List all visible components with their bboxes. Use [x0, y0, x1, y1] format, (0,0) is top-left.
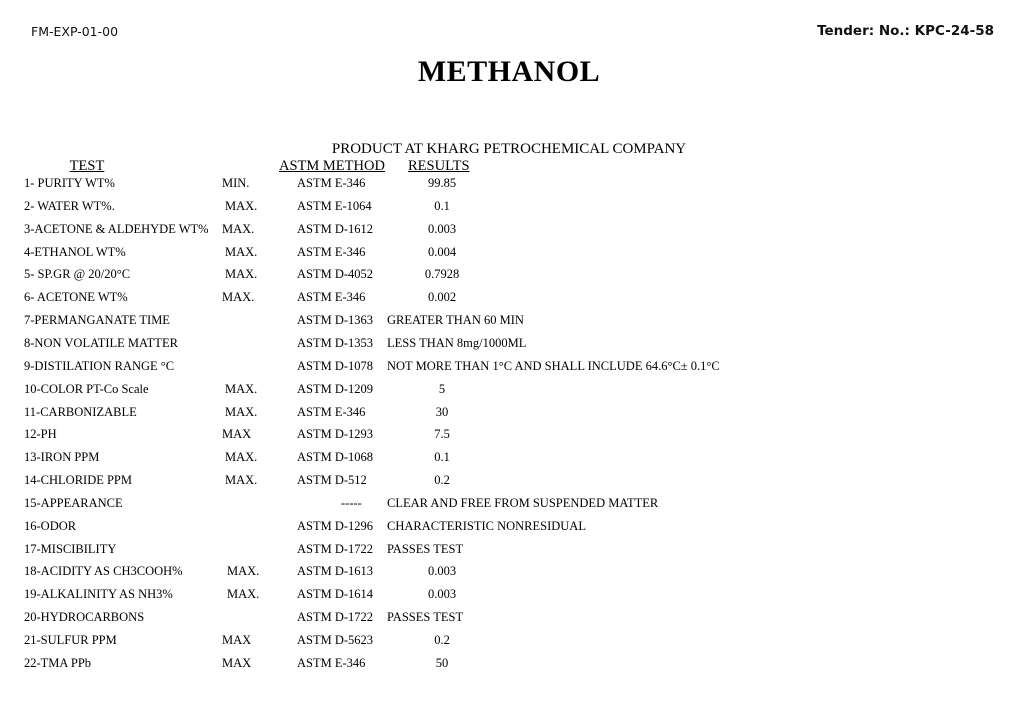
table-row — [0, 176, 1018, 194]
limit-type: MAX. — [225, 381, 258, 396]
page-title: METHANOL — [417, 55, 601, 88]
result-value: LESS THAN 8mg/1000ML — [387, 335, 527, 350]
test-name: 5- SP.GR @ 20/20°C — [24, 267, 131, 282]
astm-method: ASTM D-1363 — [297, 313, 374, 328]
limit-type: MAX. — [225, 267, 258, 282]
result-value: 30 — [435, 404, 449, 419]
table-row — [0, 656, 1018, 674]
result-value: CHARACTERISTIC NONRESIDUAL — [387, 518, 586, 533]
result-value: 0.2 — [434, 633, 450, 647]
test-name: 2- WATER WT%. — [24, 198, 115, 213]
astm-method: ASTM E-1064 — [297, 198, 372, 213]
astm-method: ASTM D-1613 — [297, 564, 374, 579]
test-name: 11-CARBONIZABLE — [24, 404, 137, 419]
result-value: PASSES TEST — [387, 541, 464, 556]
limit-type: MAX. — [225, 473, 258, 488]
test-name: 18-ACIDITY AS CH3COOH% — [24, 564, 183, 579]
astm-method: ASTM D-5623 — [297, 633, 374, 647]
result-value: 50 — [435, 655, 449, 670]
test-name: 9-DISTILATION RANGE °C — [24, 358, 175, 373]
tender-number: Tender: No.: KPC-24-58 — [817, 23, 994, 39]
limit-type: MAX. — [227, 587, 260, 602]
test-name: 20-HYDROCARBONS — [24, 610, 145, 625]
table-row — [0, 405, 1018, 423]
astm-method: ----- — [341, 495, 362, 510]
test-name: 21-SULFUR PPM — [24, 633, 117, 647]
table-row — [0, 542, 1018, 560]
result-value: 0.003 — [427, 221, 457, 236]
test-name: 12-PH — [24, 427, 57, 442]
limit-type: MAX. — [222, 221, 255, 236]
result-value: GREATER THAN 60 MIN — [387, 313, 524, 328]
result-value: 0.003 — [427, 587, 457, 602]
table-row — [0, 473, 1018, 491]
limit-type: MAX — [222, 427, 252, 442]
table-row — [0, 359, 1018, 377]
astm-method: ASTM D-1614 — [297, 587, 374, 602]
limit-type: MAX. — [225, 244, 258, 259]
test-name: 3-ACETONE & ALDEHYDE WT% — [24, 221, 209, 236]
result-value: 0.003 — [427, 564, 457, 579]
form-code: FM-EXP-01-00 — [31, 24, 119, 39]
test-name: 22-TMA PPb — [24, 655, 92, 670]
column-header-results: RESULTS — [408, 158, 470, 174]
table-row — [0, 450, 1018, 468]
result-value: 0.1 — [434, 198, 450, 213]
table-row — [0, 382, 1018, 400]
test-name: 17-MISCIBILITY — [24, 541, 117, 556]
astm-method: ASTM D-1209 — [297, 381, 374, 396]
result-value: CLEAR AND FREE FROM SUSPENDED MATTER — [387, 495, 659, 510]
table-row — [0, 290, 1018, 308]
limit-type: MAX. — [222, 290, 255, 305]
limit-type: MIN. — [222, 176, 250, 190]
table-row — [0, 587, 1018, 605]
page-subtitle: PRODUCT AT KHARG PETROCHEMICAL COMPANY — [331, 141, 687, 157]
limit-type: MAX — [222, 655, 252, 670]
table-row — [0, 222, 1018, 240]
table-row — [0, 633, 1018, 651]
table-row — [0, 564, 1018, 582]
astm-method: ASTM D-512 — [297, 473, 367, 488]
astm-method: ASTM D-1293 — [297, 427, 374, 442]
test-name: 4-ETHANOL WT% — [24, 244, 126, 259]
result-value: 0.004 — [427, 244, 457, 259]
result-value: PASSES TEST — [387, 610, 464, 625]
test-name: 16-ODOR — [24, 518, 77, 533]
column-header-test: TEST — [69, 158, 105, 174]
test-name: 6- ACETONE WT% — [24, 290, 128, 305]
result-value: 0.7928 — [424, 267, 460, 282]
limit-type: MAX. — [227, 564, 260, 579]
astm-method: ASTM E-346 — [297, 655, 366, 670]
limit-type: MAX. — [225, 198, 258, 213]
astm-method: ASTM E-346 — [297, 404, 366, 419]
astm-method: ASTM D-1078 — [297, 358, 374, 373]
astm-method: ASTM D-1296 — [297, 518, 374, 533]
result-value: 99.85 — [427, 176, 457, 190]
table-row — [0, 427, 1018, 445]
astm-method: ASTM D-1612 — [297, 221, 374, 236]
test-name: 8-NON VOLATILE MATTER — [24, 335, 178, 350]
table-row — [0, 610, 1018, 628]
test-name: 14-CHLORIDE PPM — [24, 473, 132, 488]
astm-method: ASTM D-1722 — [297, 610, 374, 625]
result-value: NOT MORE THAN 1°C AND SHALL INCLUDE 64.6°C± 0.1°C — [387, 358, 720, 373]
table-row — [0, 245, 1018, 263]
limit-type: MAX. — [225, 450, 258, 465]
table-row — [0, 496, 1018, 514]
result-value: 0.002 — [427, 290, 457, 305]
result-value: 7.5 — [434, 427, 450, 442]
table-row — [0, 199, 1018, 217]
table-row — [0, 519, 1018, 537]
astm-method: ASTM D-4052 — [297, 267, 374, 282]
table-row — [0, 336, 1018, 354]
table-row — [0, 267, 1018, 285]
test-name: 13-IRON PPM — [24, 450, 100, 465]
astm-method: ASTM E-346 — [297, 244, 366, 259]
limit-type: MAX — [222, 633, 252, 647]
astm-method: ASTM E-346 — [297, 176, 366, 190]
astm-method: ASTM E-346 — [297, 290, 366, 305]
column-header-astm-method: ASTM METHOD — [279, 158, 385, 174]
result-value: 0.2 — [434, 473, 450, 488]
limit-type: MAX. — [225, 404, 258, 419]
astm-method: ASTM D-1068 — [297, 450, 374, 465]
result-value: 0.1 — [434, 450, 450, 465]
table-row — [0, 313, 1018, 331]
test-name: 15-APPEARANCE — [24, 495, 123, 510]
astm-method: ASTM D-1353 — [297, 335, 374, 350]
test-name: 10-COLOR PT-Co Scale — [24, 381, 149, 396]
test-name: 1- PURITY WT% — [24, 176, 115, 190]
result-value: 5 — [438, 381, 446, 396]
test-name: 7-PERMANGANATE TIME — [24, 313, 170, 328]
test-name: 19-ALKALINITY AS NH3% — [24, 587, 173, 602]
astm-method: ASTM D-1722 — [297, 541, 374, 556]
